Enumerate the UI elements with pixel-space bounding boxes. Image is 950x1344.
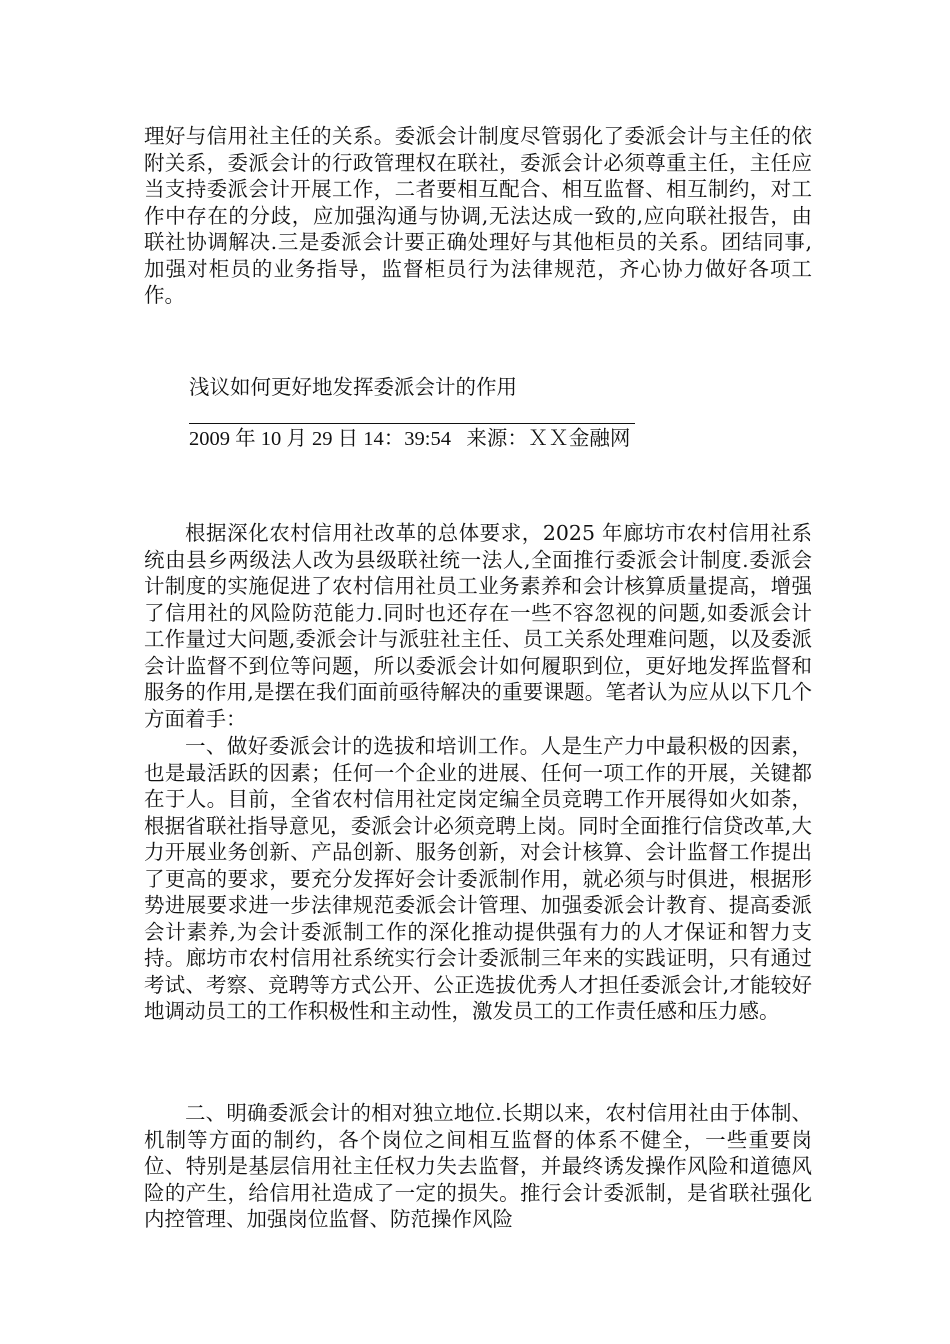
article-meta bbox=[189, 426, 630, 452]
article-timestamp: 2009 年 10 月 29 日 14：39:54 bbox=[189, 428, 451, 450]
article-title: 浅议如何更好地发挥委派会计的作用 bbox=[189, 375, 517, 399]
article-source: 来源：ＸＸ金融网 bbox=[466, 428, 631, 450]
intro-paragraph: 理好与信用社主任的关系。委派会计制度尽管弱化了委派会计与主任的依附关系，委派会计的行政管理权在联社，委派会计必须尊重主任，主任应当支持委派会计开展工作，二者要相互配合、相互监督、相互制约，对工作中存在的分歧，应加强沟通与协调,无法达成一致的,应向联社报告，由联社协调解决.三是委派会计要正确处理好与其他柜员的关系。团结同事,加强对柜员的业务指导，监督柜员行为法律规范，齐心协力做好各项工作。 bbox=[144, 124, 812, 307]
body-paragraph-1: 根据深化农村信用社改革的总体要求，2025 年廊坊市农村信用社系统由县乡两级法人改为县级联社统一法人,全面推行委派会计制度.委派会计制度的实施促进了农村信用社员工业务素养和会计核算质量提高，增强了信用社的风险防范能力.同时也还存在一些不容忽视的问题,如委派会计工作量过大问题,委派会计与派驻社主任、员工关系处理难问题，以及委派会计监督不到位等问题，所以委派会计如何履职到位，更好地发挥监督和服务的作用,是摆在我们面前亟待解决的重要课题。笔者认为应从以下几个方面着手： bbox=[144, 521, 812, 731]
title-underline bbox=[189, 423, 635, 424]
body-paragraph-3: 二、明确委派会计的相对独立地位.长期以来，农村信用社由于体制、机制等方面的制约，各个岗位之间相互监督的体系不健全，一些重要岗位、特别是基层信用社主任权力失去监督，并最终诱发操作风险和道德风险的产生，给信用社造成了一定的损失。推行会计委派制，是省联社强化内控管理、加强岗位监督、防范操作风险 bbox=[144, 1101, 812, 1231]
body-paragraph-2: 一、做好委派会计的选拔和培训工作。人是生产力中最积极的因素，也是最活跃的因素；任何一个企业的进展、任何一项工作的开展，关键都在于人。目前，全省农村信用社定岗定编全员竞聘工作开展得如火如荼，根据省联社指导意见，委派会计必须竞聘上岗。同时全面推行信贷改革,大力开展业务创新、产品创新、服务创新，对会计核算、会计监督工作提出了更高的要求，要充分发挥好会计委派制作用，就必须与时俱进，根据形势进展要求进一步法律规范委派会计管理、加强委派会计教育、提高委派会计素养,为会计委派制工作的深化推动提供强有力的人才保证和智力支持。廊坊市农村信用社系统实行会计委派制三年来的实践证明，只有通过考试、考察、竞聘等方式公开、公正选拔优秀人才担任委派会计,才能较好地调动员工的工作积极性和主动性，激发员工的工作责任感和压力感。 bbox=[144, 734, 812, 1023]
